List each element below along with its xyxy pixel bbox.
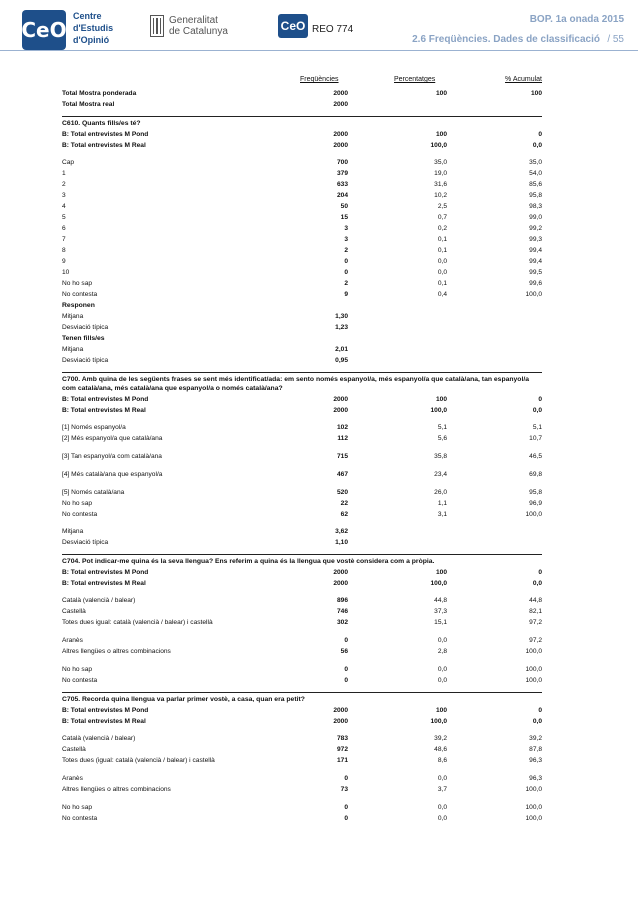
row-label: Desviació típica xyxy=(62,539,109,546)
row-freq: 0 xyxy=(344,804,348,811)
row-pct: 23,4 xyxy=(434,471,447,478)
row-pct: 100 xyxy=(435,131,447,138)
row-freq: 2000 xyxy=(333,580,348,587)
row-freq: 0 xyxy=(344,815,348,822)
row-pct: 100 xyxy=(435,396,447,403)
row-pct: 39,2 xyxy=(434,735,447,742)
row-acum: 100,0 xyxy=(525,804,542,811)
row-label: B: Total entrevistes M Pond xyxy=(62,131,149,138)
row-acum: 0,0 xyxy=(532,718,542,725)
table-row xyxy=(62,537,542,548)
row-label: Català (valencià / balear) xyxy=(62,735,136,742)
row-label: No ho sap xyxy=(62,666,93,673)
gen-line: de Catalunya xyxy=(169,26,228,37)
row-pct: 3,1 xyxy=(437,511,447,518)
row-label: Català (valencià / balear) xyxy=(62,597,136,604)
table-row xyxy=(62,784,542,802)
frequency-table xyxy=(62,76,542,830)
row-acum: 99,2 xyxy=(529,225,542,232)
table-row xyxy=(62,190,542,201)
row-acum: 100 xyxy=(530,90,542,97)
row-freq: 2000 xyxy=(333,90,348,97)
row-label: Castellà xyxy=(62,608,86,615)
row-label: 10 xyxy=(62,269,70,276)
row-pct: 19,0 xyxy=(434,170,447,177)
row-freq: 0,95 xyxy=(335,357,348,364)
row-freq: 2000 xyxy=(333,707,348,714)
row-pct: 100 xyxy=(435,707,447,714)
row-label: B: Total entrevistes M Real xyxy=(62,580,146,587)
row-label: Totes dues (igual: català (valencià / balear) i castellà xyxy=(62,757,215,764)
row-label: B: Total entrevistes M Real xyxy=(62,718,146,725)
question-c705 xyxy=(62,692,542,830)
row-pct: 0,1 xyxy=(437,236,447,243)
table-row xyxy=(62,595,542,606)
row-acum: 5,1 xyxy=(532,424,542,431)
row-acum: 99,4 xyxy=(529,258,542,265)
row-acum: 98,3 xyxy=(529,203,542,210)
row-label: Castellà xyxy=(62,746,86,753)
section-title: 2.6 Freqüències. Dades de classificació xyxy=(412,34,600,45)
col-pct: Percentatges xyxy=(394,76,436,83)
row-acum: 0 xyxy=(538,707,542,714)
table-row xyxy=(62,234,542,245)
table-row xyxy=(62,99,542,110)
table-row xyxy=(62,509,542,520)
row-label: Cap xyxy=(62,159,75,166)
row-pct: 44,8 xyxy=(434,597,447,604)
row-pct: 26,0 xyxy=(434,489,447,496)
row-freq: 0 xyxy=(344,258,348,265)
row-label: [4] Més català/ana que espanyol/a xyxy=(62,471,163,478)
row-freq: 3 xyxy=(344,236,348,243)
row-pct: 100,0 xyxy=(430,142,447,149)
question-title: C700. Amb quina de les següents frases se sent més identificat/ada: em sento només espanyol/a, més espanyol/a que català/ana, tan espanyol/a com català/ana, més català/ana que espanyol/a o només català/ana? xyxy=(62,372,542,394)
table-row xyxy=(62,223,542,234)
row-pct: 100 xyxy=(435,90,447,97)
row-freq: 715 xyxy=(336,453,348,460)
page-header xyxy=(0,0,638,60)
report-id: REO 774 xyxy=(312,24,354,35)
row-acum: 99,0 xyxy=(529,214,542,221)
row-label: Mitjana xyxy=(62,346,84,353)
row-freq: 112 xyxy=(337,435,348,442)
row-freq: 379 xyxy=(336,170,348,177)
table-row xyxy=(62,267,542,278)
row-pct: 0,4 xyxy=(437,291,447,298)
row-pct: 100,0 xyxy=(430,580,447,587)
row-freq: 700 xyxy=(336,159,348,166)
row-freq: 102 xyxy=(336,424,348,431)
row-freq: 896 xyxy=(336,597,348,604)
row-acum: 100,0 xyxy=(525,511,542,518)
row-pct: 1,1 xyxy=(437,500,447,507)
table-row xyxy=(62,405,542,416)
question-title: C705. Recorda quina llengua va parlar primer vostè, a casa, quan era petit? xyxy=(62,692,542,705)
row-acum: 100,0 xyxy=(525,648,542,655)
row-pct: 0,0 xyxy=(437,677,447,684)
table-row xyxy=(62,646,542,664)
row-label: Total Mostra real xyxy=(62,101,115,108)
table-row xyxy=(62,140,542,151)
row-freq: 56 xyxy=(340,648,348,655)
org-line: d'Estudis xyxy=(73,23,114,33)
table-row xyxy=(62,179,542,190)
row-pct: 15,1 xyxy=(434,619,447,626)
row-acum: 96,9 xyxy=(529,500,542,507)
row-label: Mitjana xyxy=(62,528,84,535)
table-row xyxy=(62,705,542,716)
row-pct: 35,0 xyxy=(434,159,447,166)
row-freq: 2000 xyxy=(333,718,348,725)
table-row xyxy=(62,422,542,433)
row-label: Aranès xyxy=(62,637,83,644)
row-pct: 0,0 xyxy=(437,269,447,276)
row-acum: 100,0 xyxy=(525,291,542,298)
row-pct: 8,6 xyxy=(437,757,447,764)
row-pct: 0,2 xyxy=(437,225,447,232)
row-acum: 0,0 xyxy=(532,142,542,149)
row-acum: 100,0 xyxy=(525,786,542,793)
row-acum: 99,3 xyxy=(529,236,542,243)
row-acum: 39,2 xyxy=(529,735,542,742)
row-label: [1] Només espanyol/a xyxy=(62,424,126,431)
row-freq: 0 xyxy=(344,775,348,782)
row-label: [5] Només català/ana xyxy=(62,489,125,496)
table-row xyxy=(62,451,542,469)
table-row xyxy=(62,755,542,773)
row-label: 5 xyxy=(62,214,66,221)
column-headers xyxy=(62,76,542,88)
row-acum: 0 xyxy=(538,396,542,403)
table-row xyxy=(62,88,542,99)
row-label: No contesta xyxy=(62,511,98,518)
row-pct: 0,1 xyxy=(437,280,447,287)
table-row xyxy=(62,526,542,537)
row-label: Total Mostra ponderada xyxy=(62,90,137,97)
table-row xyxy=(62,322,542,333)
row-pct: 31,6 xyxy=(434,181,447,188)
row-acum: 0,0 xyxy=(532,407,542,414)
row-acum: 99,5 xyxy=(529,269,542,276)
table-row xyxy=(62,256,542,267)
table-row xyxy=(62,567,542,578)
row-pct: 3,7 xyxy=(437,786,447,793)
row-freq: 2000 xyxy=(333,396,348,403)
row-pct: 2,5 xyxy=(437,203,447,210)
row-freq: 2000 xyxy=(333,131,348,138)
table-row xyxy=(62,578,542,589)
row-freq: 2000 xyxy=(333,569,348,576)
row-freq: 62 xyxy=(340,511,348,518)
row-pct: 0,7 xyxy=(437,214,447,221)
question-c700 xyxy=(62,372,542,554)
row-label: No contesta xyxy=(62,677,98,684)
table-row xyxy=(62,311,542,322)
table-row xyxy=(62,664,542,675)
row-label: 6 xyxy=(62,225,66,232)
totals-block xyxy=(62,88,542,110)
row-label: B: Total entrevistes M Real xyxy=(62,142,146,149)
table-row xyxy=(62,498,542,509)
row-acum: 97,2 xyxy=(529,637,542,644)
row-label: 8 xyxy=(62,247,66,254)
col-acum: % Acumulat xyxy=(505,76,542,83)
row-freq: 3 xyxy=(344,225,348,232)
row-freq: 972 xyxy=(336,746,348,753)
row-pct: 48,6 xyxy=(434,746,447,753)
row-label: No ho sap xyxy=(62,804,93,811)
table-row xyxy=(62,469,542,487)
table-row xyxy=(62,433,542,451)
row-freq: 2000 xyxy=(333,101,348,108)
row-pct: 100 xyxy=(435,569,447,576)
row-acum: 85,6 xyxy=(529,181,542,188)
row-pct: 35,8 xyxy=(434,453,447,460)
row-freq: 2000 xyxy=(333,407,348,414)
table-row xyxy=(62,617,542,635)
table-row xyxy=(62,245,542,256)
row-acum: 0 xyxy=(538,569,542,576)
row-pct: 0,0 xyxy=(437,804,447,811)
row-label: Altres llengües o altres combinacions xyxy=(62,648,171,655)
row-freq: 520 xyxy=(336,489,348,496)
row-freq: 2,01 xyxy=(335,346,348,353)
row-label: 7 xyxy=(62,236,66,243)
row-acum: 99,6 xyxy=(529,280,542,287)
org-line: Centre xyxy=(73,11,102,21)
row-freq: 0 xyxy=(344,666,348,673)
ceo-small-logo: CeO xyxy=(278,14,308,38)
table-row xyxy=(62,773,542,784)
row-label: 4 xyxy=(62,203,66,210)
row-pct: 5,1 xyxy=(437,424,447,431)
row-label: B: Total entrevistes M Pond xyxy=(62,396,149,403)
row-acum: 87,8 xyxy=(529,746,542,753)
col-freq: Freqüències xyxy=(300,76,339,83)
row-freq: 633 xyxy=(336,181,348,188)
table-row xyxy=(62,201,542,212)
row-freq: 3,62 xyxy=(335,528,348,535)
row-label: Desviació típica xyxy=(62,324,109,331)
page-number: / 55 xyxy=(607,34,624,45)
question-c704 xyxy=(62,554,542,692)
row-label: 9 xyxy=(62,258,66,265)
row-acum: 0,0 xyxy=(532,580,542,587)
row-label: B: Total entrevistes M Real xyxy=(62,407,146,414)
row-label: Altres llengües o altres combinacions xyxy=(62,786,171,793)
row-label: [2] Més espanyol/a que català/ana xyxy=(62,435,163,442)
row-label: B: Total entrevistes M Pond xyxy=(62,569,149,576)
table-row xyxy=(62,733,542,744)
table-row xyxy=(62,289,542,300)
table-row xyxy=(62,716,542,727)
row-label: No ho sap xyxy=(62,280,93,287)
row-freq: 50 xyxy=(340,203,348,210)
row-acum: 100,0 xyxy=(525,666,542,673)
row-freq: 73 xyxy=(340,786,348,793)
row-freq: 1,10 xyxy=(335,539,348,546)
question-c610 xyxy=(62,116,542,372)
row-label: Aranès xyxy=(62,775,83,782)
row-label: No ho sap xyxy=(62,500,93,507)
row-pct: 0,0 xyxy=(437,666,447,673)
table-row xyxy=(62,744,542,755)
row-pct: 0,0 xyxy=(437,637,447,644)
row-pct: 37,3 xyxy=(434,608,447,615)
row-acum: 100,0 xyxy=(525,677,542,684)
row-freq: 15 xyxy=(340,214,348,221)
table-row xyxy=(62,355,542,366)
table-row xyxy=(62,168,542,179)
question-title: C704. Pot indicar-me quina és la seva llengua? Ens referim a quina és la llengua que vostè considera com a pròpia. xyxy=(62,554,542,567)
question-title: C610. Quants fills/es té? xyxy=(62,116,542,129)
table-row xyxy=(62,157,542,168)
survey-title: BOP. 1a onada 2015 xyxy=(529,14,624,25)
row-freq: 171 xyxy=(336,757,348,764)
row-acum: 54,0 xyxy=(529,170,542,177)
table-row xyxy=(62,802,542,813)
row-acum: 82,1 xyxy=(529,608,542,615)
row-label: 2 xyxy=(62,181,66,188)
table-row xyxy=(62,344,542,355)
ceo-logo: CeO xyxy=(22,10,66,50)
section-label: Tenen fills/es xyxy=(62,335,105,342)
row-freq: 2000 xyxy=(333,142,348,149)
generalitat-name xyxy=(169,15,228,37)
row-acum: 95,8 xyxy=(529,489,542,496)
row-label: [3] Tan espanyol/a com català/ana xyxy=(62,453,162,460)
row-freq: 0 xyxy=(344,269,348,276)
row-label: No contesta xyxy=(62,815,98,822)
table-row xyxy=(62,212,542,223)
table-row xyxy=(62,394,542,405)
row-acum: 96,3 xyxy=(529,757,542,764)
table-row xyxy=(62,606,542,617)
row-label: Totes dues igual: català (valencià / balear) i castellà xyxy=(62,619,213,626)
row-pct: 2,8 xyxy=(437,648,447,655)
row-freq: 0 xyxy=(344,637,348,644)
table-row xyxy=(62,635,542,646)
row-pct: 0,0 xyxy=(437,775,447,782)
row-freq: 22 xyxy=(340,500,348,507)
row-pct: 5,6 xyxy=(437,435,447,442)
gen-line: Generalitat xyxy=(169,15,218,26)
row-freq: 0 xyxy=(344,677,348,684)
row-freq: 302 xyxy=(336,619,348,626)
row-pct: 10,2 xyxy=(434,192,447,199)
row-freq: 746 xyxy=(336,608,348,615)
row-pct: 100,0 xyxy=(430,718,447,725)
row-label: No contesta xyxy=(62,291,98,298)
org-line: d'Opinió xyxy=(73,35,110,45)
row-acum: 0 xyxy=(538,131,542,138)
row-label: 3 xyxy=(62,192,66,199)
row-freq: 2 xyxy=(344,280,348,287)
row-pct: 0,1 xyxy=(437,247,447,254)
table-row xyxy=(62,813,542,824)
row-freq: 1,30 xyxy=(335,313,348,320)
row-acum: 96,3 xyxy=(529,775,542,782)
generalitat-icon xyxy=(150,15,164,37)
org-name xyxy=(73,10,113,46)
row-freq: 9 xyxy=(344,291,348,298)
row-acum: 95,8 xyxy=(529,192,542,199)
row-label: Desviació típica xyxy=(62,357,109,364)
row-acum: 10,7 xyxy=(529,435,542,442)
row-label: 1 xyxy=(62,170,66,177)
row-acum: 100,0 xyxy=(525,815,542,822)
table-row xyxy=(62,278,542,289)
row-acum: 97,2 xyxy=(529,619,542,626)
row-acum: 46,5 xyxy=(529,453,542,460)
row-acum: 44,8 xyxy=(529,597,542,604)
row-pct: 0,0 xyxy=(437,815,447,822)
row-label: Mitjana xyxy=(62,313,84,320)
row-freq: 204 xyxy=(336,192,348,199)
table-row xyxy=(62,487,542,498)
header-divider xyxy=(0,50,638,51)
row-freq: 467 xyxy=(336,471,348,478)
row-acum: 69,8 xyxy=(529,471,542,478)
row-freq: 783 xyxy=(336,735,348,742)
row-acum: 99,4 xyxy=(529,247,542,254)
row-freq: 2 xyxy=(344,247,348,254)
table-row xyxy=(62,129,542,140)
row-freq: 1,23 xyxy=(335,324,348,331)
row-pct: 0,0 xyxy=(437,258,447,265)
row-pct: 100,0 xyxy=(430,407,447,414)
table-row xyxy=(62,675,542,686)
section-label: Responen xyxy=(62,302,95,309)
row-label: B: Total entrevistes M Pond xyxy=(62,707,149,714)
row-acum: 35,0 xyxy=(529,159,542,166)
